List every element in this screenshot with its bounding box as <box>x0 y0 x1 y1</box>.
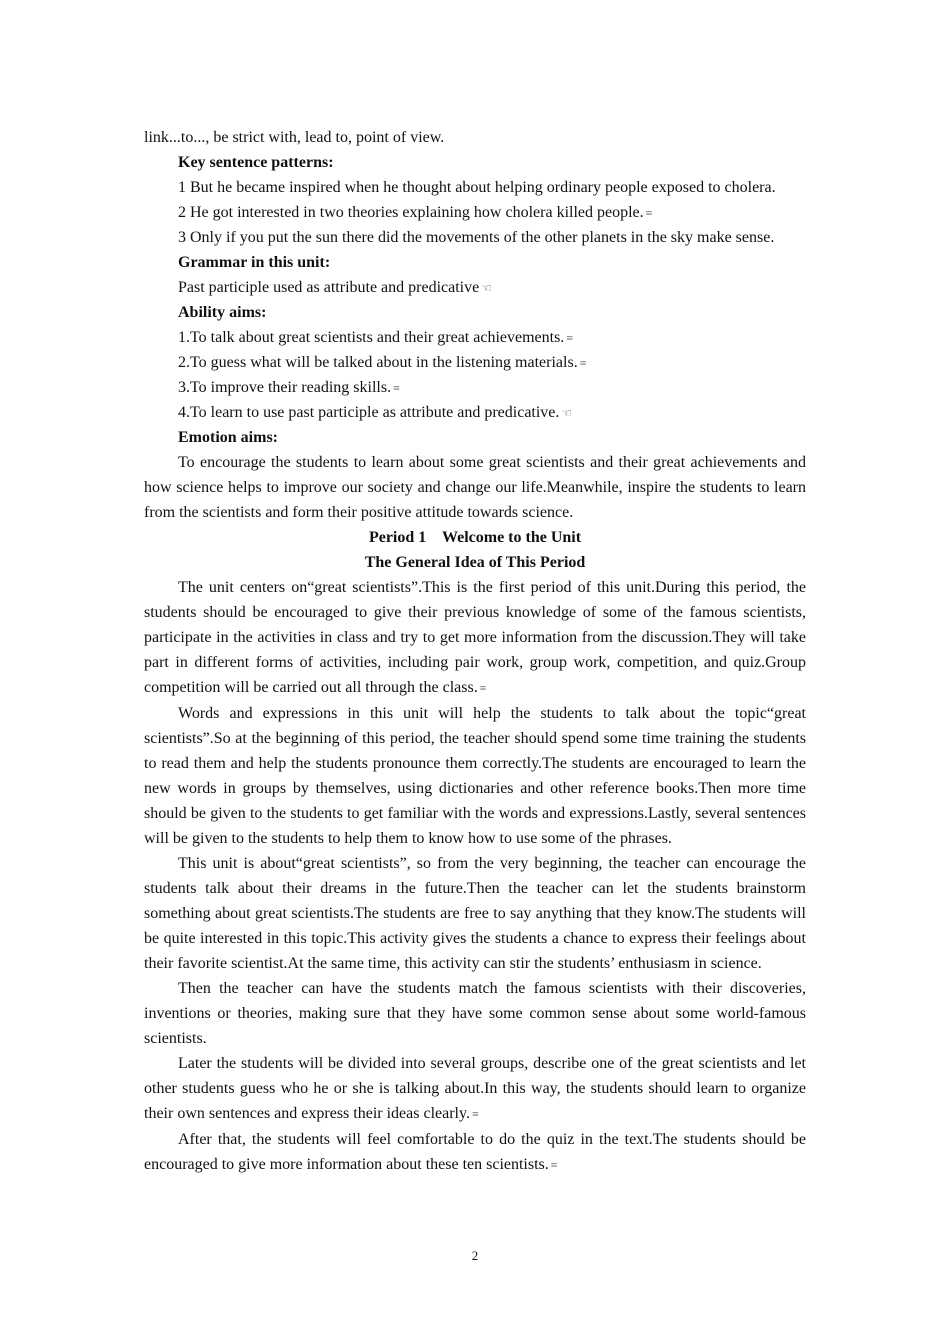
document-page <box>144 125 806 1178</box>
emotion-text: To encourage the students to learn about some great scientists and their great achievements and how science helps to improve our society and change our life.Meanwhile, inspire the students to learn from the scientists and form their positive attitude towards science. <box>144 454 806 521</box>
emotion-heading: Emotion aims: <box>178 429 278 446</box>
paragraph-mark-icon: ≡ <box>393 381 400 395</box>
grammar-text: Past participle used as attribute and predicative ☜ <box>178 279 492 296</box>
page-number: 2 <box>471 1248 479 1263</box>
paragraph-6: After that, the students will feel comfortable to do the quiz in the text.The students should be encouraged to give more information about these ten scientists. ≡ <box>144 1131 806 1173</box>
grammar-heading: Grammar in this unit: <box>178 254 331 271</box>
key-sentences-heading: Key sentence patterns: <box>178 154 334 171</box>
paragraph-5: Later the students will be divided into several groups, describe one of the great scientists and let other students guess who he or she is talking about.In this way, the students should learn to organize their own sentences and express their ideas clearly. ≡ <box>144 1055 806 1122</box>
paragraph-1: The unit centers on“great scientists”.This is the first period of this unit.During this period, the students should be encouraged to give their previous knowledge of some of the famous scientists, participate in the activities in class and try to get more information from the discussion.They will take part in different forms of activities, including pair work, group work, competition, and quiz.Group competition will be carried out all through the class. ≡ <box>144 579 806 696</box>
paragraph-4: Then the teacher can have the students match the famous scientists with their discoveries, inventions or theories, making sure that they have some common sense about some world-famous scientists. <box>144 980 806 1047</box>
key-sentence-3: 3 Only if you put the sun there did the movements of the other planets in the sky make sense. <box>178 229 775 246</box>
paragraph-mark-icon: ≡ <box>579 356 587 370</box>
hand-mark-icon: ☜ <box>481 281 492 295</box>
key-sentence-1: 1 But he became inspired when he thought about helping ordinary people exposed to cholera. <box>178 179 776 196</box>
ability-heading: Ability aims: <box>178 304 267 321</box>
paragraph-mark-icon: ≡ <box>645 206 653 220</box>
paragraph-3: This unit is about“great scientists”, so from the very beginning, the teacher can encourage the students talk about their dreams in the future.Then the teacher can let the students brainstorm something about great scientists.The students are free to say anything that they know.The students will be quite interested in this topic.This activity gives the students a chance to express their feelings about their favorite scientist.At the same time, this activity can stir the students’ enthusiasm in science. <box>144 855 806 972</box>
hand-mark-icon: ☜ <box>561 406 573 420</box>
ability-item-2: 2.To guess what will be talked about in the listening materials. ≡ <box>178 354 587 371</box>
period-title: Period 1 Welcome to the Unit <box>368 529 582 546</box>
general-idea-title: The General Idea of This Period <box>364 554 586 571</box>
paragraph-mark-icon: ≡ <box>479 681 487 695</box>
ability-item-3: 3.To improve their reading skills. ≡ <box>178 379 400 396</box>
paragraph-mark-icon: ≡ <box>550 1158 558 1172</box>
paragraph-mark-icon: ≡ <box>471 1107 479 1121</box>
key-sentence-2: 2 He got interested in two theories explaining how cholera killed people. ≡ <box>178 204 653 221</box>
ability-item-1: 1.To talk about great scientists and their great achievements. ≡ <box>178 329 574 346</box>
paragraph-2: Words and expressions in this unit will help the students to talk about the topic“great scientists”.So at the beginning of this period, the teacher should spend some time training the students to read them and help the students pronounce them correctly.The students are encouraged to learn the new words in groups by themselves, using dictionaries and other reference books.Then more time should be given to the students to get familiar with the words and expressions.Lastly, several sentences will be given to the students to help them to know how to use some of the phrases. <box>144 705 806 847</box>
vocabulary-line: link...to..., be strict with, lead to, point of view. <box>144 129 445 146</box>
ability-item-4: 4.To learn to use past participle as attribute and predicative. ☜ <box>178 404 573 421</box>
paragraph-mark-icon: ≡ <box>566 331 574 345</box>
